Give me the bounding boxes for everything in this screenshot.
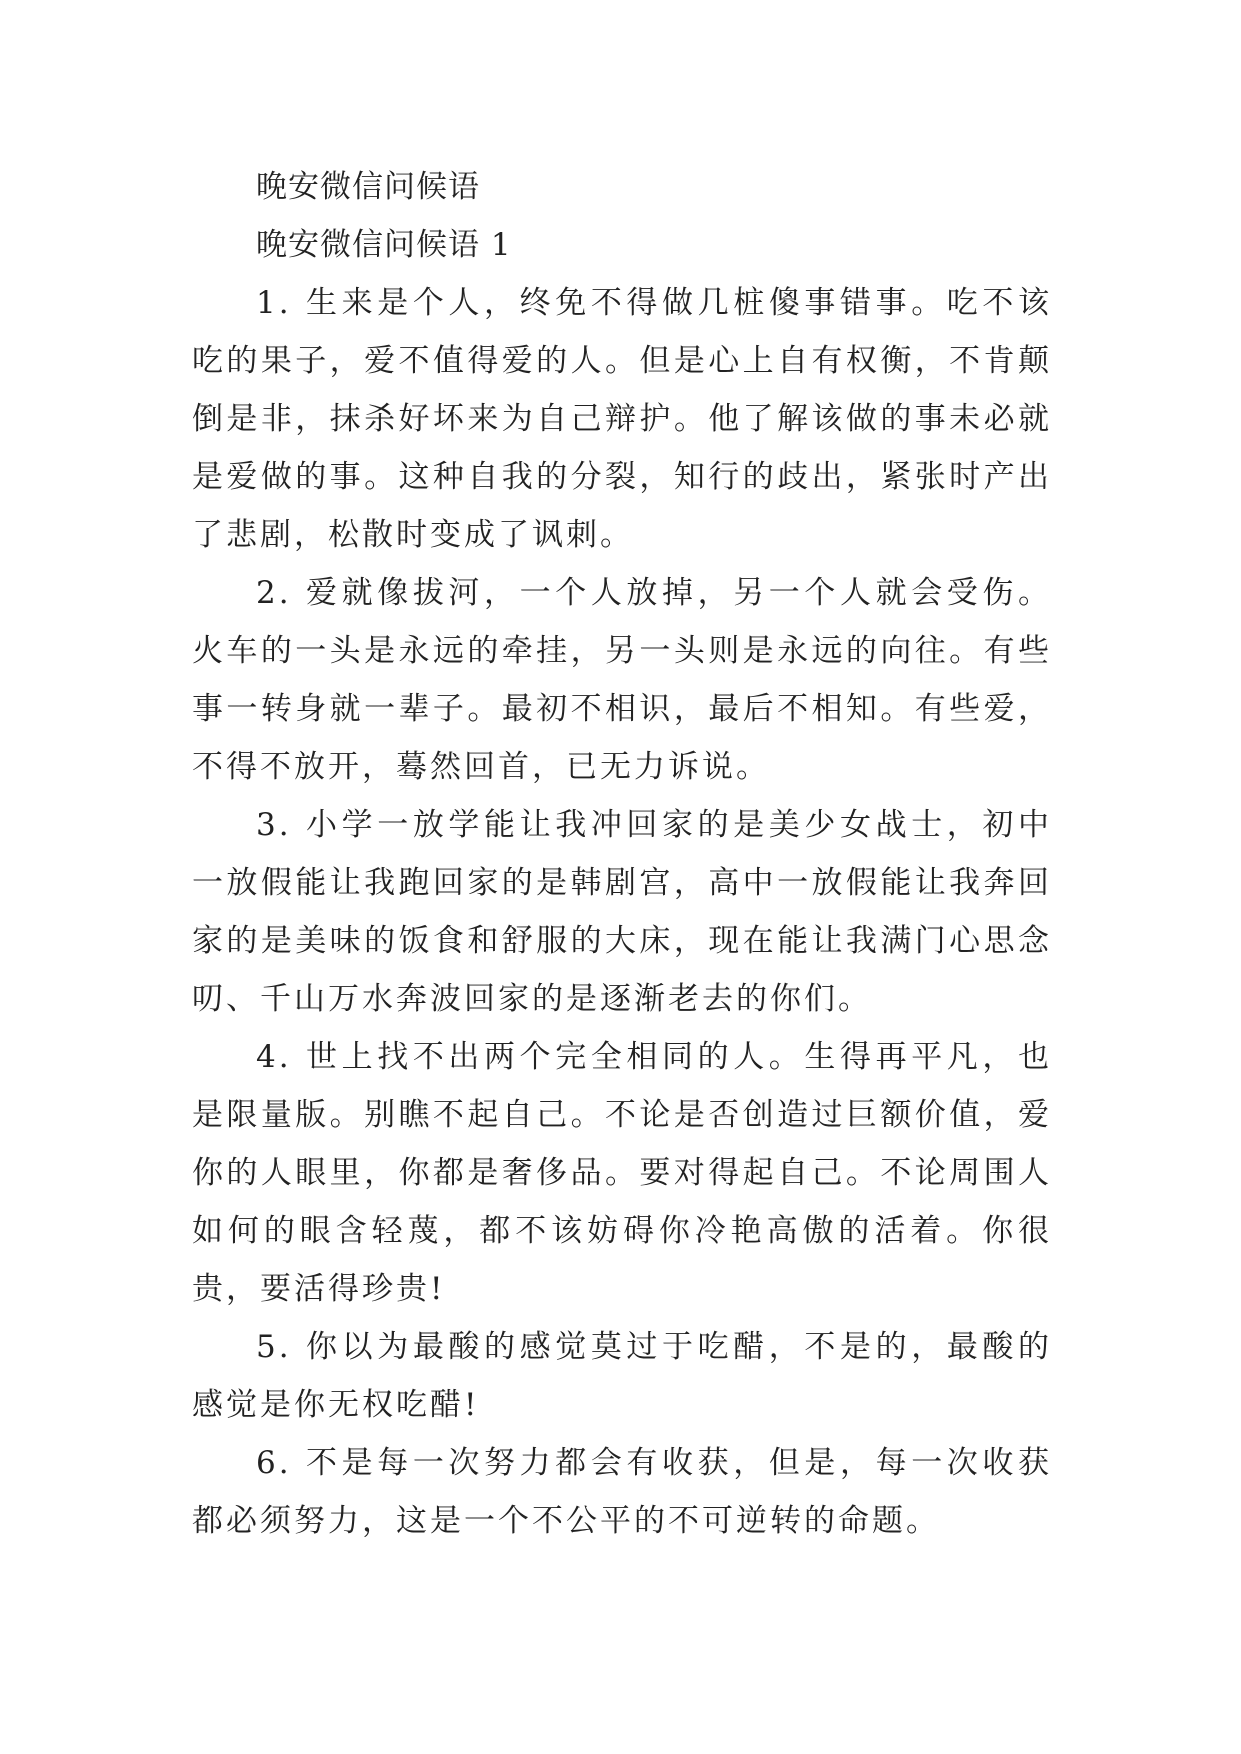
document-title: 晚安微信问候语 bbox=[256, 169, 480, 205]
document-body bbox=[192, 158, 1052, 1550]
paragraph-6: 6. 不是每一次努力都会有收获，但是，每一次收获都必须努力，这是一个不公平的不可逆转的命题。 bbox=[192, 1445, 1052, 1539]
paragraph-3: 3. 小学一放学能让我冲回家的是美少女战士，初中一放假能让我跑回家的是韩剧宫，高中一放假能让我奔回家的是美味的饭食和舒服的大床，现在能让我满门心思念叨、千山万水奔波回家的是逐渐老去的你们。 bbox=[192, 807, 1052, 1017]
document-subtitle: 晚安微信问候语 1 bbox=[256, 227, 512, 263]
paragraph-1: 1. 生来是个人，终免不得做几桩傻事错事。吃不该吃的果子，爱不值得爱的人。但是心上自有权衡，不肯颠倒是非，抹杀好坏来为自己辩护。他了解该做的事未必就是爱做的事。这种自我的分裂，知行的歧出，紧张时产出了悲剧，松散时变成了讽刺。 bbox=[192, 285, 1052, 553]
paragraph-4: 4. 世上找不出两个完全相同的人。生得再平凡，也是限量版。别瞧不起自己。不论是否创造过巨额价值，爱你的人眼里，你都是奢侈品。要对得起自己。不论周围人如何的眼含轻蔑，都不该妨碍你冷艳高傲的活着。你很贵，要活得珍贵! bbox=[192, 1039, 1052, 1307]
paragraph-5: 5. 你以为最酸的感觉莫过于吃醋，不是的，最酸的感觉是你无权吃醋! bbox=[192, 1329, 1052, 1423]
paragraph-2: 2. 爱就像拔河，一个人放掉，另一个人就会受伤。火车的一头是永远的牵挂，另一头则是永远的向往。有些事一转身就一辈子。最初不相识，最后不相知。有些爱，不得不放开，蓦然回首，已无力诉说。 bbox=[192, 575, 1052, 785]
